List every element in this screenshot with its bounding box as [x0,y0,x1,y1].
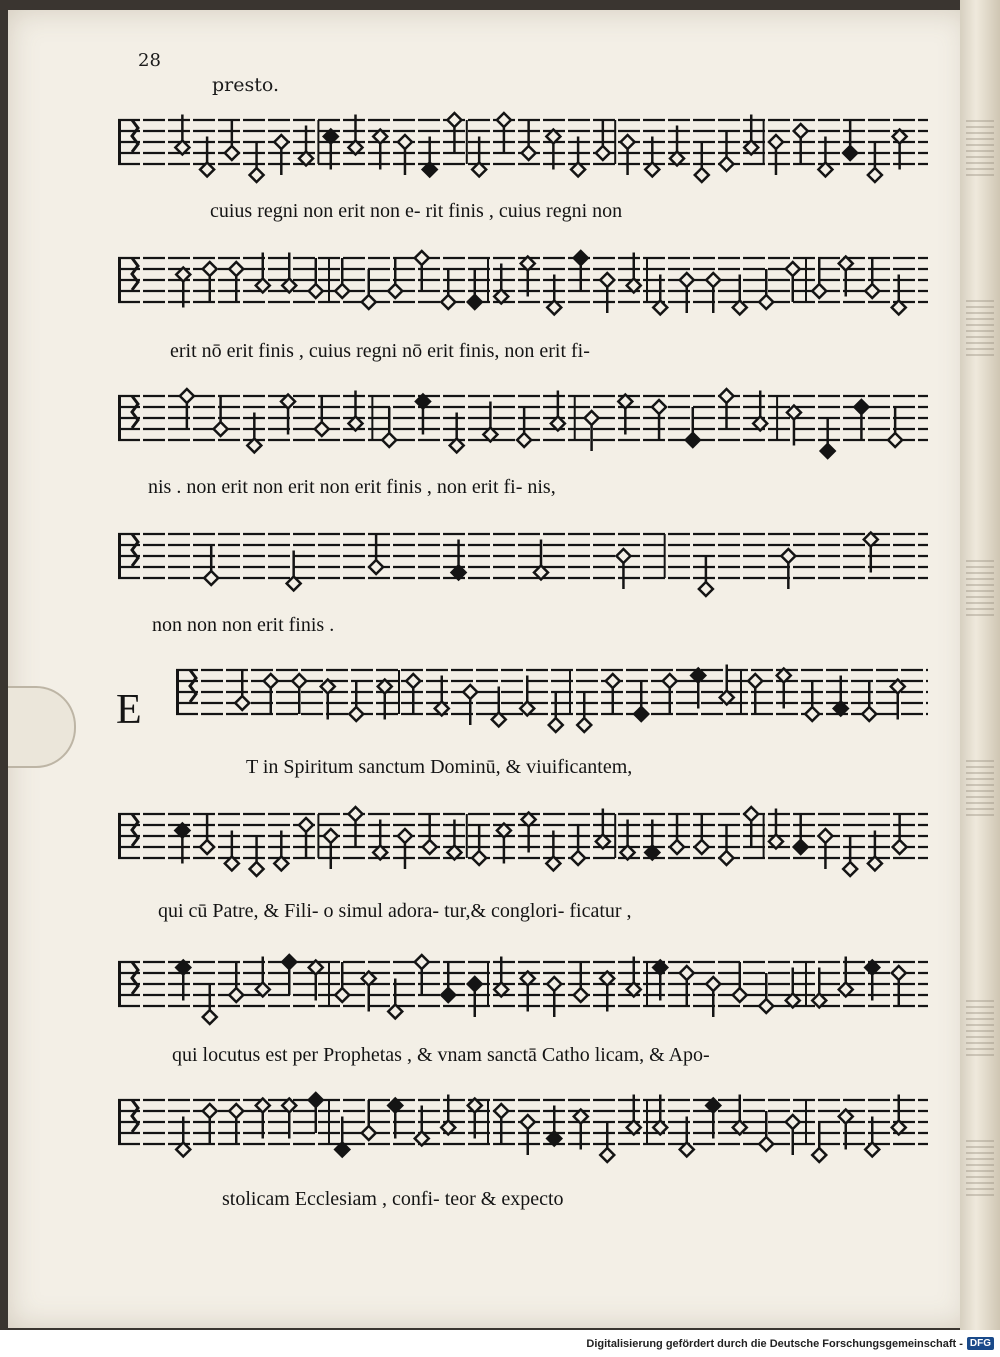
lyric-line-4: non non non erit finis . [152,614,335,636]
facing-page-text [966,120,994,180]
note-head [315,396,329,436]
note-head [781,549,795,589]
clef-icon [132,534,138,566]
note-head [794,814,808,854]
note-head [812,258,826,298]
music-staff-2 [118,240,928,330]
note-head [759,269,773,309]
lyric-line-1: cuius regni non erit non e- rit finis , cuius regni non [210,200,623,222]
note-head [335,962,349,1002]
note-head [634,681,648,721]
note-head [843,120,857,160]
note-head [821,418,835,458]
note-head [468,269,482,309]
note-head [406,674,420,714]
note-head [888,407,902,447]
note-head [349,681,363,721]
note-head [292,674,306,714]
note-head [748,674,762,714]
note-head [229,1104,243,1144]
note-head [203,984,217,1024]
facing-page-text [966,1140,994,1200]
note-head [818,829,832,869]
clef-icon [132,1100,138,1132]
note-head [892,966,906,1006]
music-staff-8 [118,1082,928,1172]
note-head [865,258,879,298]
note-head [521,1115,535,1155]
note-head [744,807,758,847]
facing-page-text [966,560,994,620]
note-head [522,120,536,160]
note-head [868,142,882,182]
clef-icon [132,814,138,846]
note-head [663,674,677,714]
dfg-logo: DFG [967,1337,994,1350]
lyric-line-8: stolicam Ecclesiam , confi- teor & expecto [222,1188,564,1210]
note-head [299,818,313,858]
note-head [680,966,694,1006]
lyric-line-3: nis . non erit non erit non erit finis , non erit fi- nis, [148,476,556,498]
start-barline [118,534,121,578]
note-head [805,681,819,721]
note-head [680,273,694,313]
music-staff-6 [118,796,928,886]
note-head [577,692,591,732]
note-head [235,670,249,710]
note-head [616,549,630,589]
initial-letter: E [116,687,142,733]
note-head [786,1115,800,1155]
note-head [759,973,773,1013]
lyric-line-6: qui cū Patre, & Fili- o simul adora- tur,& conglori- ficatur , [158,900,632,922]
clef-icon [132,258,138,290]
note-head [274,135,288,175]
note-head [786,262,800,302]
digitization-footer [0,1330,1000,1357]
start-barline [118,1100,121,1144]
note-head [463,685,477,725]
facing-page-text [966,760,994,820]
note-head [794,124,808,164]
note-head [494,1104,508,1144]
start-barline [118,258,121,302]
page-clip-tab [8,686,76,768]
note-head [695,142,709,182]
note-head [309,1093,323,1133]
note-head [203,1104,217,1144]
note-head [264,674,278,714]
footer-credit: Digitalisierung gefördert durch die Deutsche Forschungsgemeinschaft - [586,1337,963,1350]
lyric-line-2: erit nō erit finis , cuius regni nō erit finis, non erit fi- [170,340,590,362]
note-head [600,1122,614,1162]
start-barline [118,814,121,858]
clef-icon [190,670,196,702]
note-head [759,1111,773,1151]
music-staff-3 [118,378,928,468]
note-head [652,400,666,440]
music-staff-5 [176,652,928,742]
note-head [415,251,429,291]
note-head [812,1122,826,1162]
note-head [472,825,486,865]
note-head [893,814,907,854]
note-head [468,977,482,1017]
music-staff-1 [118,102,928,192]
note-head [686,407,700,447]
note-head [229,962,243,1002]
note-head [225,120,239,160]
note-head [854,400,868,440]
note-head [621,135,635,175]
clef-icon [132,962,138,994]
note-head [398,829,412,869]
note-head [706,273,720,313]
tempo-marking: presto. [212,74,280,96]
note-head [398,135,412,175]
note-head [517,407,531,447]
note-head [423,814,437,854]
note-head [574,251,588,291]
note-head [369,534,383,574]
note-head [250,142,264,182]
note-head [309,258,323,298]
page-number: 28 [138,50,161,71]
note-head [335,258,349,298]
start-barline [118,962,121,1006]
clef-icon [132,120,138,152]
lyric-line-5: T in Spiritum sanctum Dominū, & viuificantem, [246,756,633,778]
note-head [769,135,783,175]
note-head [571,825,585,865]
note-head [549,692,563,732]
facing-page-text [966,1000,994,1060]
note-head [706,977,720,1017]
start-barline [118,120,121,164]
note-head [362,269,376,309]
note-head [324,829,338,869]
music-staff-7 [118,944,928,1034]
note-head [720,131,734,171]
note-head [382,407,396,447]
note-head [600,273,614,313]
note-head [388,258,402,298]
note-head [720,825,734,865]
note-head [349,807,363,847]
note-head [670,814,684,854]
note-head [441,962,455,1002]
note-head [695,814,709,854]
note-head [441,269,455,309]
note-head [843,836,857,876]
note-head [204,545,218,585]
clef-icon [132,396,138,428]
note-head [229,262,243,302]
note-head [596,120,610,160]
facing-page-text [966,300,994,360]
note-head [497,113,511,153]
lyric-line-7: qui locutus est per Prophetas , & vnam sanctā Catho licam, & Apo- [172,1044,710,1066]
note-head [203,262,217,302]
note-head [862,681,876,721]
note-head [547,977,561,1017]
note-head [282,955,296,995]
note-head [200,814,214,854]
start-barline [176,670,179,714]
note-head [362,1100,376,1140]
note-head [214,396,228,436]
music-staff-4 [118,516,928,606]
note-head [585,411,599,451]
note-head [447,113,461,153]
note-head [574,962,588,1002]
note-head [180,389,194,429]
facing-page-edge [960,0,1000,1330]
note-head [415,955,429,995]
note-head [250,836,264,876]
note-head [720,389,734,429]
note-head [733,962,747,1002]
start-barline [118,396,121,440]
note-head [606,674,620,714]
note-head [699,556,713,596]
